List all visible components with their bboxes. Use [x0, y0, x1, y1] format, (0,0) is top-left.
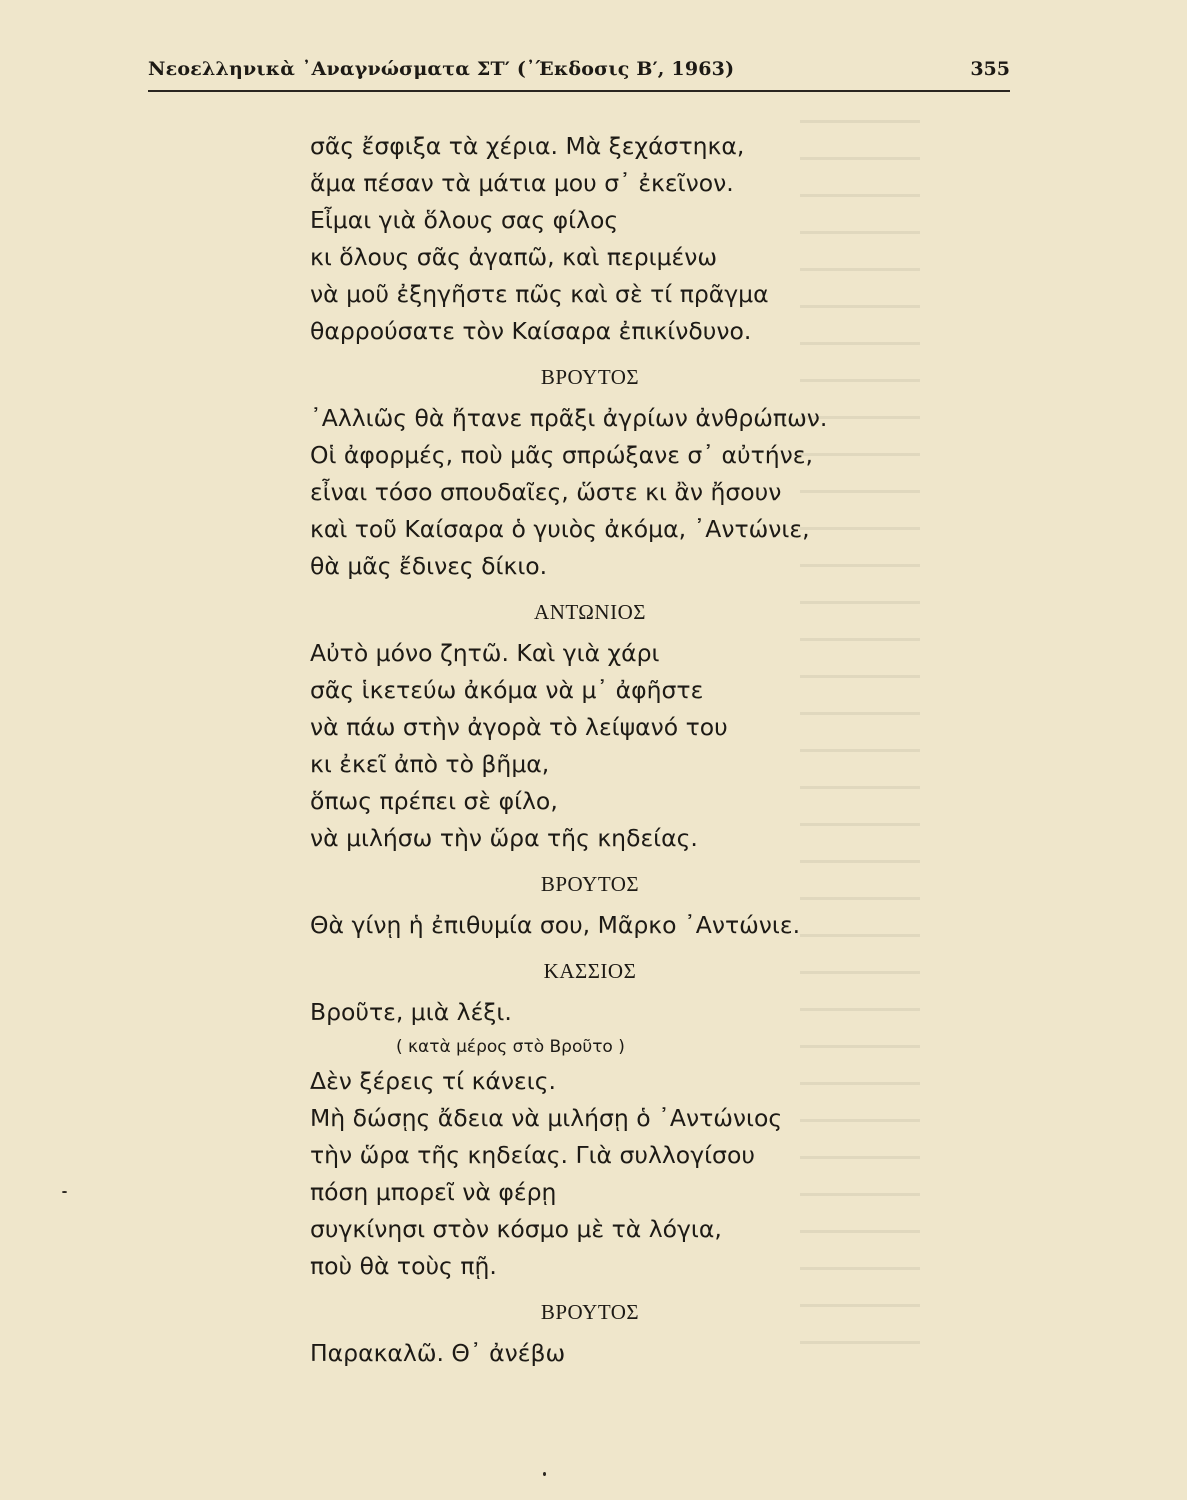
verse-line: νὰ μιλήσω τὴν ὥρα τῆς κηδείας. — [310, 824, 698, 852]
verse-line: σᾶς ἔσφιξα τὰ χέρια. Μὰ ξεχάστηκα, — [310, 132, 745, 160]
verse-line: ἅμα πέσαν τὰ μάτια μου σ᾿ ἐκεῖνον. — [310, 169, 734, 197]
verse-line: ποὺ θὰ τοὺς πῇ. — [310, 1252, 497, 1280]
speaker-name: ΒΡΟΥΤΟΣ — [540, 365, 640, 389]
verse-line: τὴν ὥρα τῆς κηδείας. Γιὰ συλλογίσου — [310, 1141, 755, 1169]
verse-line: πόση μπορεῖ νὰ φέρῃ — [310, 1178, 557, 1206]
verse-line: Εἶμαι γιὰ ὅλους σας φίλος — [310, 206, 619, 234]
running-title: Νεοελληνικὰ ᾿Αναγνώσματα ΣΤ′ (᾿Έκδοσις Β′, 1963) — [148, 58, 735, 80]
verse-line: νὰ μοῦ ἐξηγῆστε πῶς καὶ σὲ τί πρᾶγμα — [310, 280, 769, 308]
verse-line: Οἱ ἀφορμές, ποὺ μᾶς σπρώξανε σ᾿ αὐτήνε, — [310, 441, 813, 469]
page-number: 355 — [970, 58, 1010, 80]
verse-line: συγκίνησι στὸν κόσμο μὲ τὰ λόγια, — [310, 1215, 722, 1243]
ink-speck — [62, 1191, 67, 1193]
verse-line: κι ἐκεῖ ἀπὸ τὸ βῆμα, — [310, 750, 550, 778]
verse-line: ᾿Αλλιῶς θὰ ἤτανε πρᾶξι ἀγρίων ἀνθρώπων. — [310, 404, 828, 432]
speaker-name: ΚΑΣΣΙΟΣ — [543, 959, 637, 983]
speaker-name: ΑΝΤΩΝΙΟΣ — [534, 600, 646, 624]
verse-line: Παρακαλῶ. Θ᾿ ἀνέβω — [310, 1339, 566, 1367]
verse-line: ὅπως πρέπει σὲ φίλο, — [310, 787, 558, 815]
play-text — [310, 128, 1030, 1372]
page-header — [148, 56, 1010, 92]
ink-speck — [543, 1472, 546, 1476]
verse-line: Δὲν ξέρεις τί κάνεις. — [310, 1067, 556, 1095]
verse-line: εἶναι τόσο σπουδαῖες, ὥστε κι ἂν ἤσουν — [310, 478, 782, 506]
verse-line: κι ὅλους σᾶς ἀγαπῶ, καὶ περιμένω — [310, 243, 718, 271]
verse-line: σᾶς ἱκετεύω ἀκόμα νὰ μ᾿ ἀφῆστε — [310, 676, 704, 704]
verse-line: Αὐτὸ μόνο ζητῶ. Καὶ γιὰ χάρι — [310, 639, 660, 667]
verse-line: Μὴ δώσῃς ἄδεια νὰ μιλήσῃ ὁ ᾿Αντώνιος — [310, 1104, 783, 1132]
speaker-name: ΒΡΟΥΤΟΣ — [540, 1300, 640, 1324]
verse-line: καὶ τοῦ Καίσαρα ὁ γυιὸς ἀκόμα, ᾿Αντώνιε, — [310, 515, 810, 543]
stage-direction: ( κατὰ μέρος στὸ Βροῦτο ) — [396, 1037, 625, 1057]
speaker-name: ΒΡΟΥΤΟΣ — [540, 872, 640, 896]
verse-line: Βροῦτε, μιὰ λέξι. — [310, 998, 512, 1026]
verse-line: θαρρούσατε τὸν Καίσαρα ἐπικίνδυνο. — [310, 317, 752, 345]
verse-line: θὰ μᾶς ἔδινες δίκιο. — [310, 552, 548, 580]
verse-line: Θὰ γίνῃ ἡ ἐπιθυμία σου, Μᾶρκο ᾿Αντώνιε. — [310, 911, 801, 939]
verse-line: νὰ πάω στὴν ἀγορὰ τὸ λείψανό του — [310, 713, 728, 741]
